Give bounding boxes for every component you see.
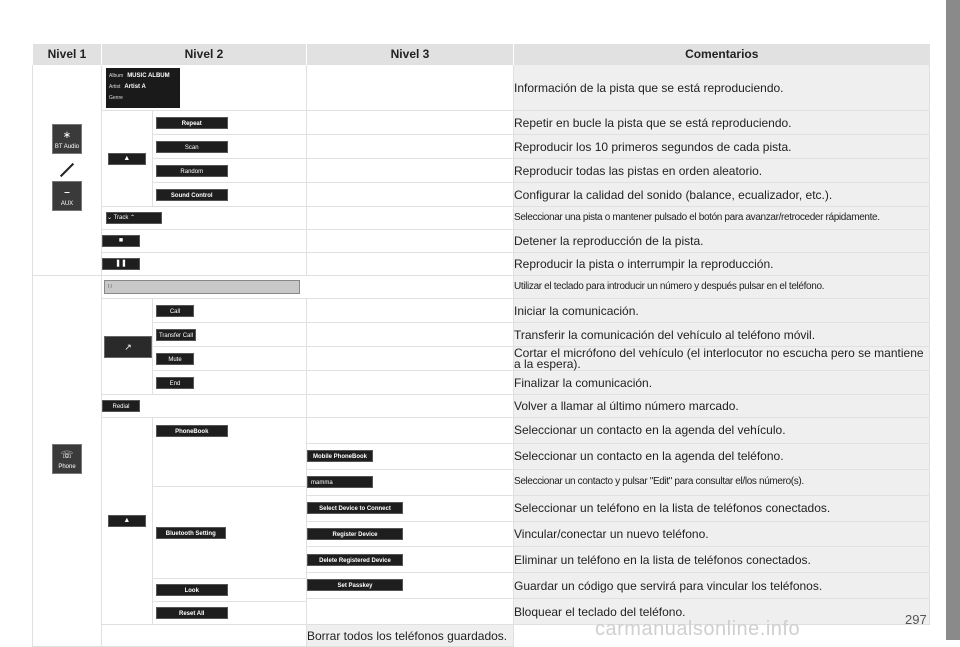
- handset-icon: ↗: [124, 341, 132, 352]
- table-row: [33, 207, 930, 230]
- look-button: Look: [156, 584, 228, 596]
- comment: Información de la pista que se está reproduciendo.: [514, 65, 930, 111]
- redial-cell: [102, 395, 307, 418]
- comment: Eliminar un teléfono en la lista de teléfonos conectados.: [514, 547, 930, 573]
- call-button: Call: [156, 305, 194, 317]
- comment: Seleccionar un contacto y pulsar "Edit" para consultar el/los número(s).: [514, 469, 930, 495]
- aux-plug-icon: ⎯: [64, 187, 70, 198]
- comment: Seleccionar un contacto en la agenda del vehículo.: [514, 418, 930, 444]
- header-comentarios: Comentarios: [514, 44, 930, 65]
- comment: Configurar la calidad del sonido (balance, ecualizador, etc.).: [514, 183, 930, 207]
- comment: Transferir la comunicación del vehículo al teléfono móvil.: [514, 323, 930, 347]
- end-button: End: [156, 377, 194, 389]
- table-row: [33, 253, 930, 276]
- header-row: [33, 44, 930, 65]
- page-side-tab: [946, 0, 960, 640]
- comment: Finalizar la comunicación.: [514, 371, 930, 395]
- comment: Detener la reproducción de la pista.: [514, 230, 930, 253]
- menu-table: [32, 44, 930, 647]
- set-passkey-cell: [307, 573, 514, 599]
- repeat-button: Repeat: [156, 117, 228, 129]
- bluetooth-icon: ∗: [62, 130, 72, 141]
- bt-audio-tile: ∗ BT Audio: [52, 124, 82, 154]
- comment: Iniciar la comunicación.: [514, 299, 930, 323]
- header-nivel-2: Nivel 2: [102, 44, 307, 65]
- redial-button: Redial: [102, 400, 140, 412]
- register-device-cell: [307, 521, 514, 547]
- scan-button: Scan: [156, 141, 228, 153]
- comment: Repetir en bucle la pista que se está reproduciendo.: [514, 111, 930, 135]
- reset-all-button: Reset All: [156, 607, 228, 619]
- table-row: [33, 230, 930, 253]
- comment: Borrar todos los teléfonos guardados.: [307, 625, 514, 647]
- bluetooth-setting-button: Bluetooth Setting: [156, 527, 226, 539]
- bt-audio-aux-cell: [33, 65, 102, 276]
- stop-button: [102, 235, 140, 247]
- phone-cell: [33, 276, 102, 647]
- header-nivel-1: Nivel 1: [33, 44, 102, 65]
- delete-device-button: Delete Registered Device: [307, 554, 403, 566]
- comment: Volver a llamar al último número marcado.: [514, 395, 930, 418]
- sound-control-button: Sound Control: [156, 189, 228, 201]
- set-passkey-button: Set Passkey: [307, 579, 403, 591]
- comment: Reproducir la pista o interrumpir la reproducción.: [514, 253, 930, 276]
- chevron-down-icon: ⌄: [107, 215, 113, 221]
- table-row: [33, 65, 930, 111]
- comment: Utilizar el teclado para introducir un número y después pulsar en el teléfono.: [514, 276, 930, 299]
- delete-device-cell: [307, 547, 514, 573]
- keypad-icon: ∷: [108, 284, 112, 290]
- random-button: Random: [156, 165, 228, 177]
- comment: Guardar un código que servirá para vincular los teléfonos.: [514, 573, 930, 599]
- mobile-phonebook-cell: [307, 443, 514, 469]
- comment: Seleccionar una pista o mantener pulsado el botón para avanzar/retroceder rápidamente.: [514, 207, 930, 230]
- comment: Cortar el micrófono del vehículo (el interlocutor no escucha pero se mantiene a la espera).: [514, 347, 930, 371]
- up-arrow-button: [108, 153, 146, 165]
- phone-icon: ☏: [60, 449, 74, 461]
- table-row: [33, 418, 930, 444]
- comment: Seleccionar un contacto en la agenda del teléfono.: [514, 443, 930, 469]
- number-entry-cell: [102, 276, 514, 299]
- page-number: 297: [905, 612, 927, 627]
- pause-button: [102, 258, 140, 270]
- aux-tile: ⎯ AUX: [52, 181, 82, 211]
- up-arrow-cell: [102, 111, 307, 207]
- comment: Seleccionar un teléfono en la lista de teléfonos conectados.: [514, 495, 930, 521]
- header-nivel-3: Nivel 3: [307, 44, 514, 65]
- pause-cell: [102, 253, 307, 276]
- settings-arrow-cell: [102, 418, 307, 625]
- stop-cell: [102, 230, 307, 253]
- table-row: [33, 276, 930, 299]
- mobile-phonebook-button: Mobile PhoneBook: [307, 450, 373, 462]
- number-entry-field: [104, 280, 300, 294]
- chevron-up-icon: ⌃: [130, 215, 136, 221]
- mute-button: Mute: [156, 353, 194, 365]
- table-row: [33, 299, 930, 323]
- watermark: carmanualsonline.info: [595, 618, 801, 640]
- register-device-button: Register Device: [307, 528, 403, 540]
- comment: Reproducir los 10 primeros segundos de cada pista.: [514, 135, 930, 159]
- mamma-cell: [307, 469, 514, 495]
- select-device-cell: [307, 495, 514, 521]
- comment: Vincular/conectar un nuevo teléfono.: [514, 521, 930, 547]
- comment: Reproducir todas las pistas en orden aleatorio.: [514, 159, 930, 183]
- separator-slash: [60, 163, 74, 177]
- up-arrow-button: [108, 515, 146, 527]
- pause-icon: ❚❚: [115, 260, 127, 267]
- contact-mamma-button: mamma: [307, 476, 373, 488]
- track-cell: [102, 207, 307, 230]
- stop-icon: ■: [118, 237, 124, 244]
- handset-button: [104, 336, 152, 358]
- select-device-button: Select Device to Connect: [307, 502, 403, 514]
- album-info-cell: [102, 65, 307, 111]
- track-control: ⌄ Track ⌃: [106, 212, 162, 224]
- up-arrow-icon: ▲: [123, 154, 131, 162]
- up-arrow-icon: ▲: [123, 517, 131, 524]
- transfer-call-button: Transfer Call: [156, 329, 196, 341]
- phonebook-button: PhoneBook: [156, 425, 228, 437]
- album-info-screen: Album MUSIC ALBUM Artist Artist A Genre: [106, 68, 180, 108]
- table-row: [33, 395, 930, 418]
- table-row: [33, 111, 930, 135]
- phone-tile: ☏ Phone: [52, 444, 82, 474]
- call-handset-cell: [102, 299, 307, 395]
- comment: Bloquear el teclado del teléfono.: [514, 599, 930, 625]
